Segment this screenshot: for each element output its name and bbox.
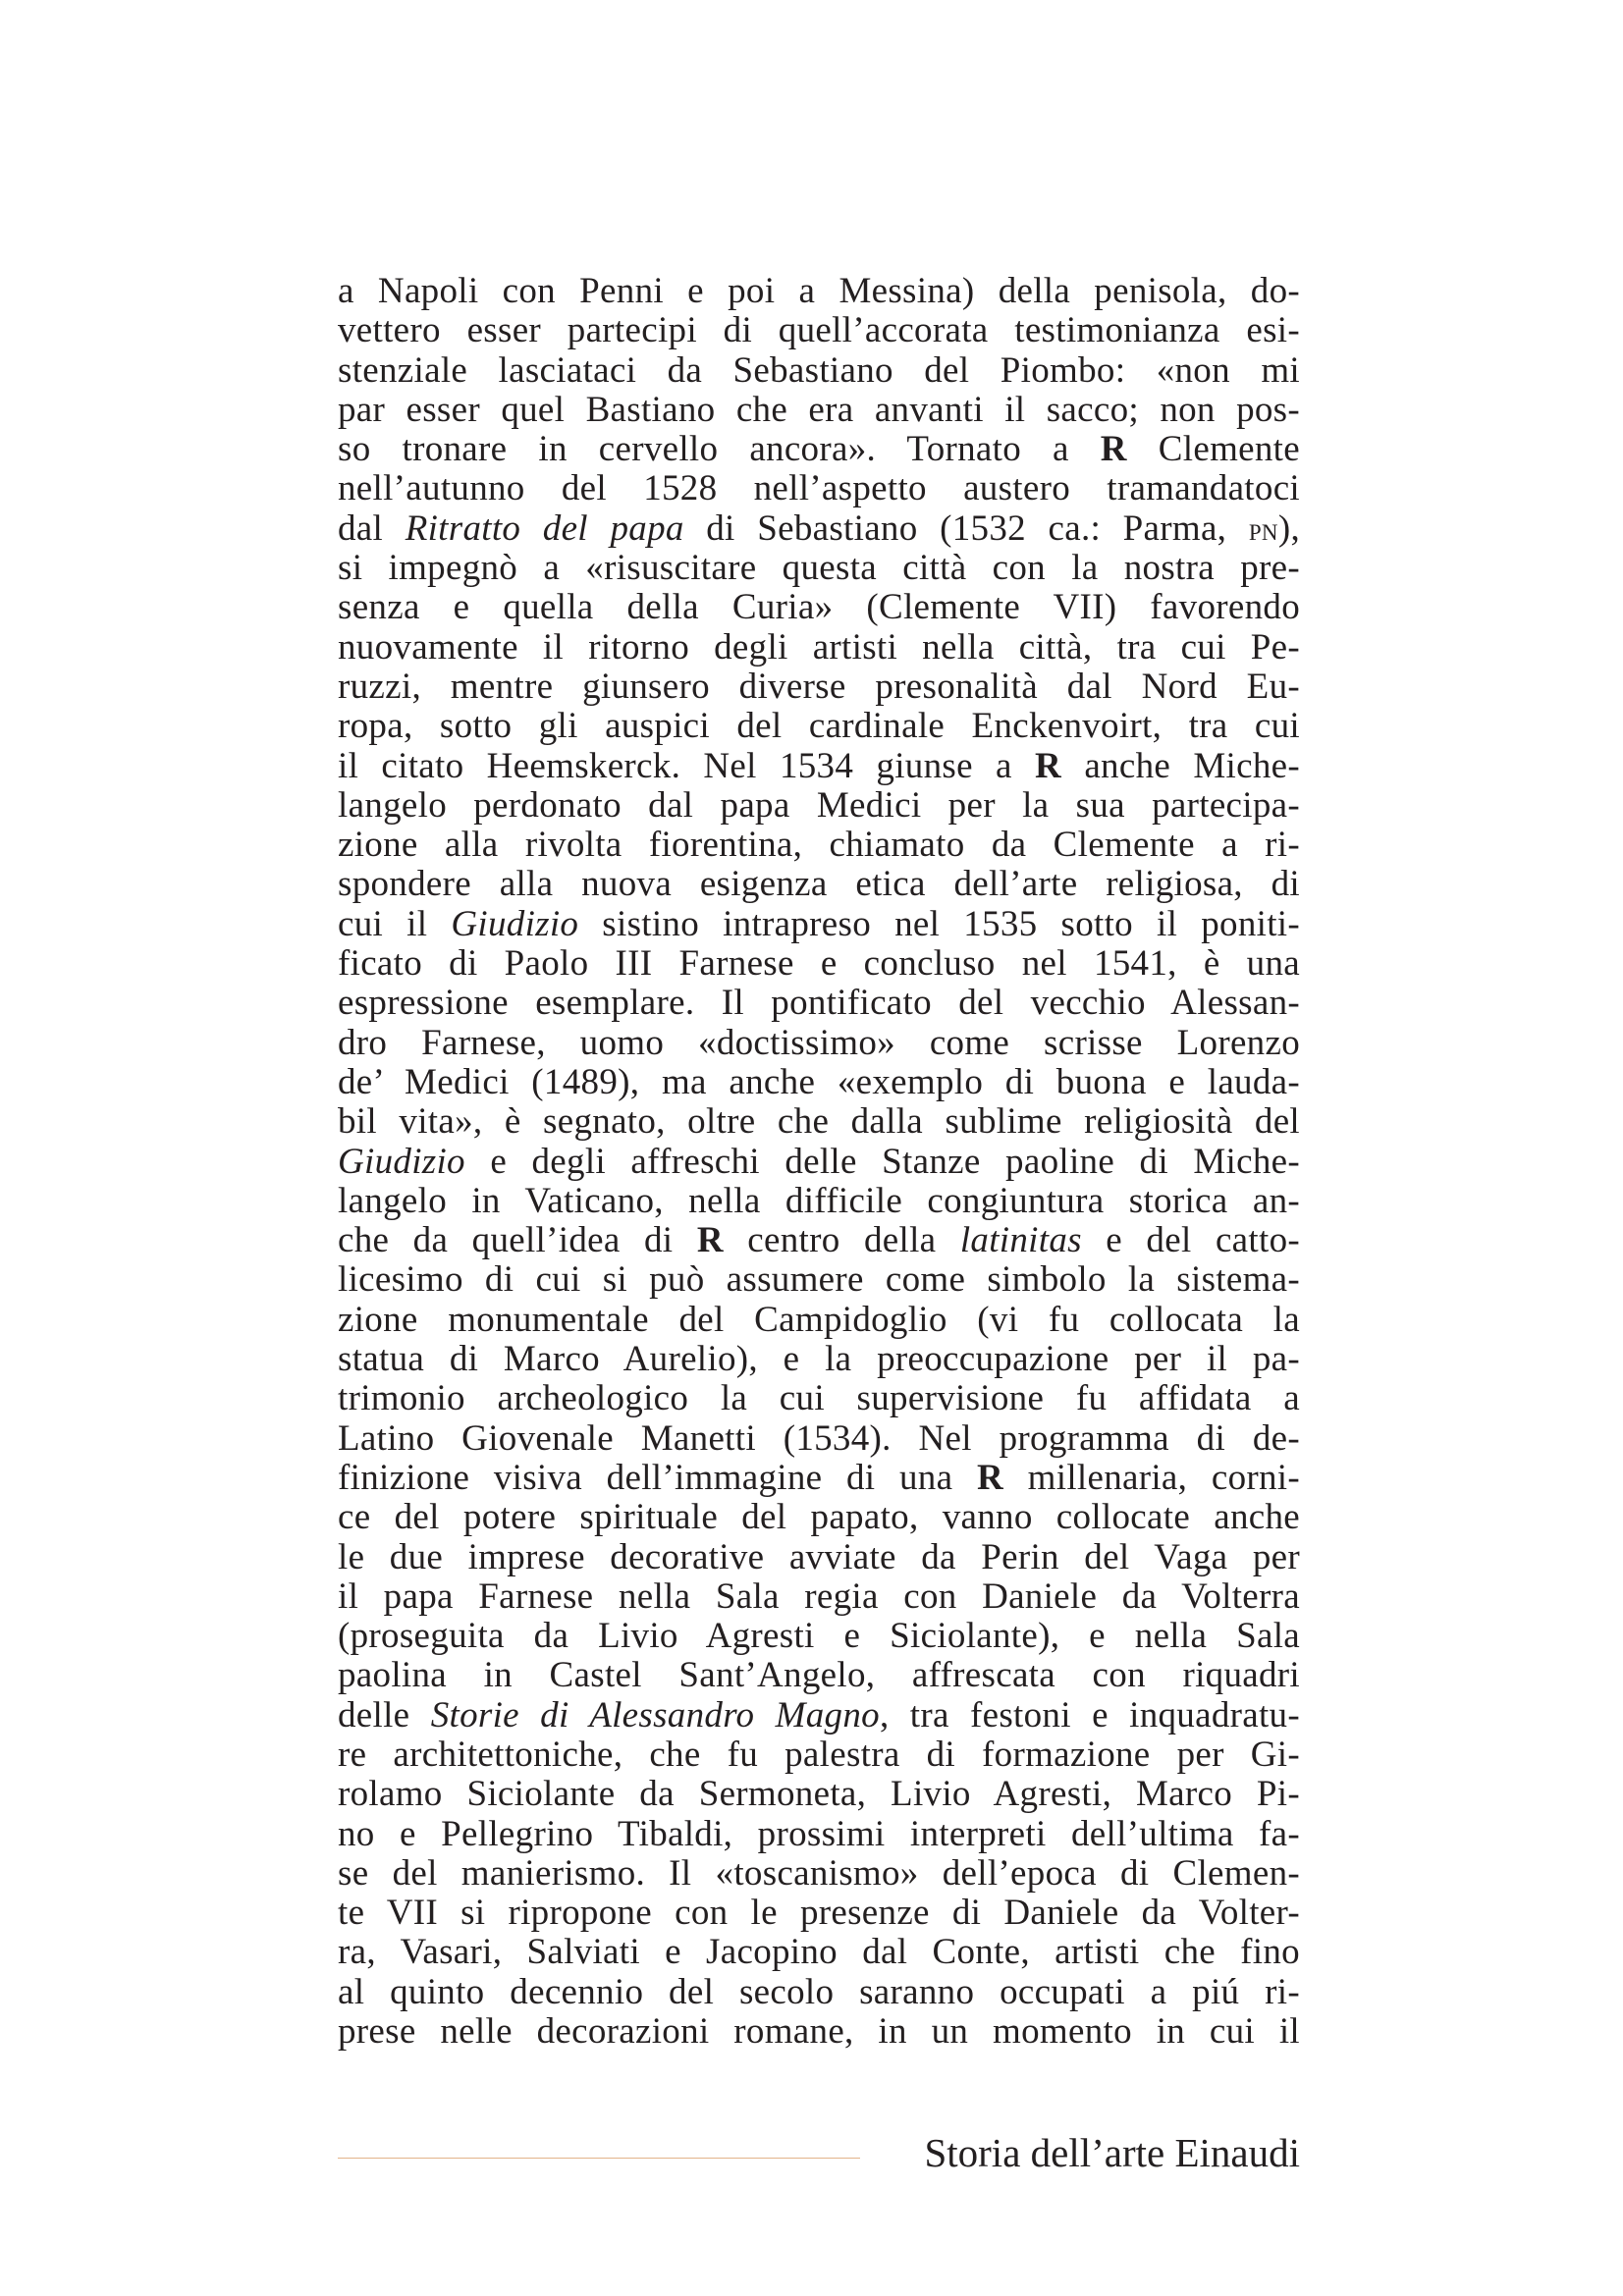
text-run: sistino intrapreso nel 1535 sotto il poniti- [578,903,1300,944]
text-line [338,944,1300,984]
text-line [338,1498,1300,1537]
text-line [338,469,1300,508]
text-run: di Sebastiano (1532 ca.: Parma, [683,507,1249,549]
text-run: bil vita», è segnato, oltre che dalla sublime religiosità del [338,1101,1300,1143]
text-line [338,272,1300,311]
page-footer [338,2128,1300,2177]
text-run: zione monumentale del Campidoglio (vi fu collocata la [338,1299,1300,1340]
text-line [338,1419,1300,1459]
text-line [338,1775,1300,1814]
text-line [338,311,1300,350]
text-run: centro della [723,1220,960,1261]
text-run: de’ Medici (1489), ma anche «exemplo di buona e lauda- [338,1061,1300,1102]
text-run: zione alla rivolta fiorentina, chiamato da Clemente a ri- [338,825,1300,866]
italic-text: Ritratto del papa [405,507,684,549]
text-line [338,707,1300,746]
italic-text: Giudizio [451,903,579,944]
text-run: ), [1277,507,1300,549]
text-line [338,1340,1300,1379]
text-line [338,826,1300,865]
text-line [338,509,1300,549]
text-line [338,1617,1300,1656]
italic-text: latinitas [959,1220,1082,1261]
text-line [338,1577,1300,1617]
text-line [338,1301,1300,1340]
text-line [338,1538,1300,1577]
text-run: le due imprese decorative avviate da Perin del Vaga per [338,1536,1300,1577]
text-run: si impegnò a «risuscitare questa città con la nostra pre- [338,548,1300,589]
text-run: nell’autunno del 1528 nell’aspetto austero tramandatoci [338,468,1300,509]
text-run: dal [338,507,406,549]
text-line [338,1894,1300,1933]
text-line [338,588,1300,627]
text-run: che da quell’idea di [338,1220,697,1261]
text-run: ce del potere spirituale del papato, vanno collocate anche [338,1497,1300,1538]
text-line [338,747,1300,786]
text-line [338,1815,1300,1854]
text-line [338,1696,1300,1735]
text-line [338,1221,1300,1260]
text-run: al quinto decennio del secolo saranno occupati a piú ri- [338,1971,1300,2012]
text-run: re architettoniche, che fu palestra di formazione per Gi- [338,1734,1300,1775]
text-line [338,1063,1300,1102]
text-line [338,351,1300,391]
text-line [338,1973,1300,2012]
text-run: no e Pellegrino Tibaldi, prossimi interpreti dell’ultima fa- [338,1813,1300,1854]
text-line [338,786,1300,826]
text-run: delle [338,1694,431,1735]
text-line [338,430,1300,469]
text-run: , tra festoni e inquadratu- [879,1694,1300,1735]
text-run: anche Miche- [1061,745,1300,786]
small-caps-text: pn [1248,510,1278,548]
text-line [338,1735,1300,1775]
text-run: langelo perdonato dal papa Medici per la sua partecipa- [338,784,1300,826]
text-line [338,865,1300,904]
text-run: ruzzi, mentre giunsero diverse presonalità dal Nord Eu- [338,666,1300,707]
text-run: licesimo di cui si può assumere come simbolo la sistema- [338,1259,1300,1301]
text-run: stenziale lasciataci da Sebastiano del Piombo: «non mi [338,349,1300,391]
text-run: vettero esser partecipi di quell’accorata testimonianza esi- [338,310,1300,351]
text-run: par esser quel Bastiano che era anvanti il sacco; non pos- [338,389,1300,430]
text-line [338,2012,1300,2052]
text-run: paolina in Castel Sant’Angelo, affrescata con riquadri [338,1655,1300,1696]
text-run: il citato Heemskerck. Nel 1534 giunse a [338,745,1036,786]
text-run: se del manierismo. Il «toscanismo» dell’epoca di Clemen- [338,1852,1300,1894]
text-run: Latino Giovenale Manetti (1534). Nel programma di de- [338,1417,1300,1459]
text-line [338,667,1300,707]
text-line [338,1854,1300,1894]
footer-title: Storia dell’arte Einaudi [924,2130,1300,2175]
text-run: e del catto- [1081,1220,1300,1261]
text-run: rolamo Siciolante da Sermoneta, Livio Agresti, Marco Pi- [338,1774,1300,1815]
text-run: prese nelle decorazioni romane, in un momento in cui il [338,2011,1300,2053]
footer-rule [338,2158,860,2159]
text-line [338,905,1300,944]
text-run: Clemente [1126,429,1300,470]
text-line [338,1656,1300,1695]
text-run: senza e quella della Curia» (Clemente VII) favorendo [338,587,1300,628]
text-run: ropa, sotto gli auspici del cardinale Enckenvoirt, tra cui [338,706,1300,747]
text-run: so tronare in cervello ancora». Tornato a [338,429,1101,470]
text-run: langelo in Vaticano, nella difficile congiuntura storica an- [338,1180,1300,1221]
text-run: statua di Marco Aurelio), e la preoccupazione per il pa- [338,1339,1300,1380]
text-run: te VII si ripropone con le presenze di Daniele da Volter- [338,1893,1300,1934]
text-line [338,1260,1300,1300]
text-run: spondere alla nuova esigenza etica dell’arte religiosa, di [338,864,1300,905]
text-line [338,628,1300,667]
bold-text: R [1035,745,1062,786]
text-run: finizione visiva dell’immagine di una [338,1457,977,1498]
body-text [338,272,1300,2052]
bold-text: R [976,1457,1004,1498]
text-run: nuovamente il ritorno degli artisti nella città, tra cui Pe- [338,626,1300,667]
bold-text: R [696,1220,724,1261]
italic-text: Giudizio [338,1141,465,1182]
text-line [338,1143,1300,1182]
bold-text: R [1100,429,1127,470]
text-line [338,391,1300,430]
text-run: ficato di Paolo III Farnese e concluso nel 1541, è una [338,943,1300,985]
text-run: (proseguita da Livio Agresti e Siciolante), e nella Sala [338,1616,1300,1657]
text-line [338,1102,1300,1142]
text-line [338,1379,1300,1418]
text-line [338,1024,1300,1063]
text-run: trimonio archeologico la cui supervisione fu affidata a [338,1378,1300,1419]
text-run: cui il [338,903,452,944]
italic-text: Storie di Alessandro Magno [430,1694,880,1735]
text-line [338,1182,1300,1221]
text-run: dro Farnese, uomo «doctissimo» come scrisse Lorenzo [338,1022,1300,1063]
text-line [338,984,1300,1023]
text-run: millenaria, corni- [1003,1457,1300,1498]
text-line [338,1459,1300,1498]
text-run: il papa Farnese nella Sala regia con Daniele da Volterra [338,1575,1300,1617]
text-run: e degli affreschi delle Stanze paoline di Miche- [464,1141,1300,1182]
text-run: ra, Vasari, Salviati e Jacopino dal Conte, artisti che fino [338,1932,1300,1973]
text-run: a Napoli con Penni e poi a Messina) della penisola, do- [338,271,1300,311]
text-line [338,1933,1300,1972]
text-run: espressione esemplare. Il pontificato del vecchio Alessan- [338,983,1300,1024]
text-line [338,549,1300,588]
